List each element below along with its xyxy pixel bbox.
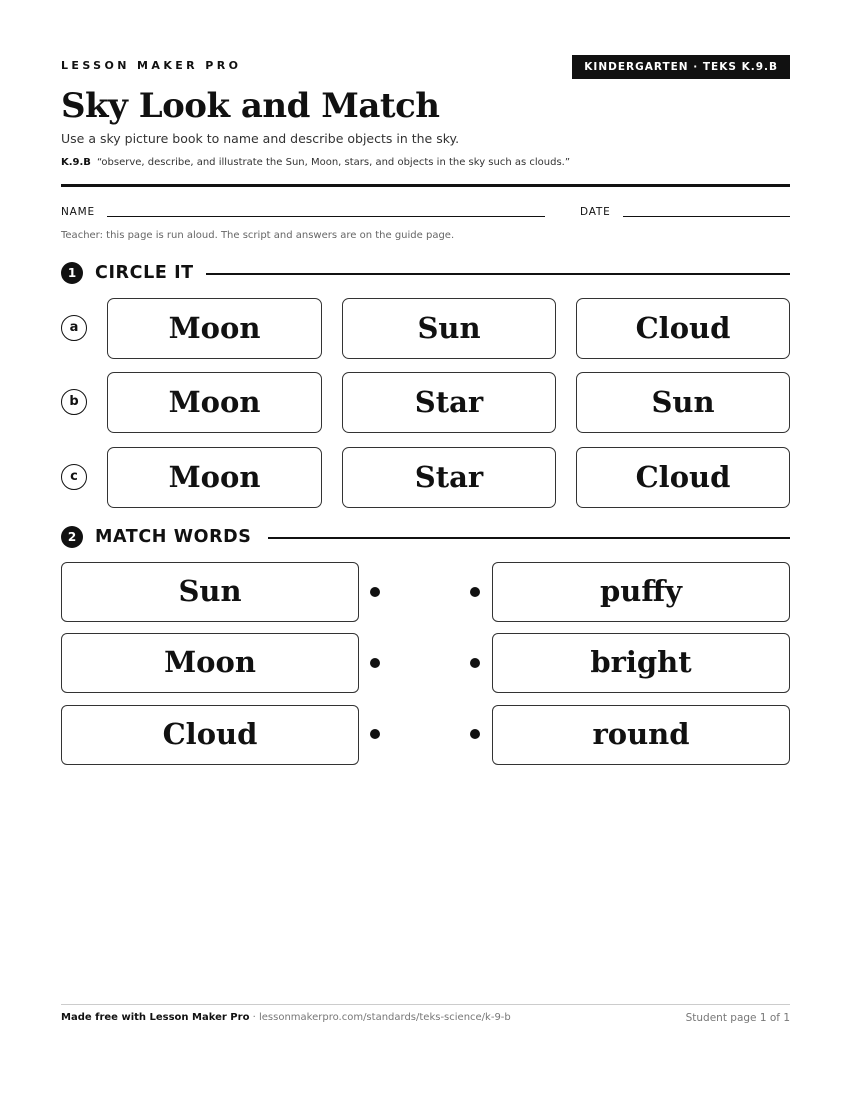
match-left-sun[interactable]: Sun — [61, 562, 359, 622]
match-left-cloud[interactable]: Cloud — [61, 705, 359, 765]
footer-url[interactable]: · lessonmakerpro.com/standards/teks-science/k-9-b — [249, 1012, 511, 1023]
word-choice-sun[interactable]: Sun — [576, 372, 790, 433]
date-label: DATE — [580, 206, 611, 218]
match-dot-left[interactable] — [370, 587, 380, 597]
match-dot-left[interactable] — [370, 729, 380, 739]
section-match-words-header — [61, 525, 790, 549]
section-rule — [201, 273, 790, 275]
footer-credit — [61, 1012, 511, 1023]
page-title: Sky Look and Match — [61, 86, 440, 126]
standard-line — [61, 157, 570, 168]
footer-page-number: Student page 1 of 1 — [685, 1012, 790, 1024]
section-title: MATCH WORDS — [95, 525, 264, 549]
section-circle-it-header — [61, 261, 790, 285]
row-letter-c: c — [61, 464, 87, 490]
name-label: NAME — [61, 206, 95, 218]
page-subtitle: Use a sky picture book to name and describe objects in the sky. — [61, 131, 460, 146]
match-left-moon[interactable]: Moon — [61, 633, 359, 693]
match-right-round[interactable]: round — [492, 705, 790, 765]
row-letter-b: b — [61, 389, 87, 415]
section-rule — [268, 537, 790, 539]
date-field[interactable] — [623, 216, 790, 217]
word-choice-sun[interactable]: Sun — [342, 298, 556, 359]
match-right-bright[interactable]: bright — [492, 633, 790, 693]
header-divider — [61, 184, 790, 187]
match-dot-left[interactable] — [370, 658, 380, 668]
name-field[interactable] — [107, 216, 545, 217]
brand-name: LESSON MAKER PRO — [61, 59, 242, 72]
row-letter-a: a — [61, 315, 87, 341]
section-title: CIRCLE IT — [95, 261, 206, 285]
word-choice-moon[interactable]: Moon — [107, 372, 322, 433]
section-number: 1 — [61, 262, 83, 284]
match-right-puffy[interactable]: puffy — [492, 562, 790, 622]
match-dot-right[interactable] — [470, 729, 480, 739]
footer-made-with: Made free with Lesson Maker Pro — [61, 1012, 250, 1023]
standard-text: “observe, describe, and illustrate the Sun, Moon, stars, and objects in the sky such as clouds.” — [96, 157, 571, 168]
word-choice-star[interactable]: Star — [342, 372, 556, 433]
match-dot-right[interactable] — [470, 658, 480, 668]
match-dot-right[interactable] — [470, 587, 480, 597]
word-choice-cloud[interactable]: Cloud — [576, 298, 790, 359]
grade-badge: KINDERGARTEN · TEKS K.9.B — [572, 55, 790, 79]
word-choice-cloud[interactable]: Cloud — [576, 447, 790, 508]
word-choice-moon[interactable]: Moon — [107, 447, 322, 508]
section-number: 2 — [61, 526, 83, 548]
footer-divider — [61, 1004, 790, 1005]
teacher-note: Teacher: this page is run aloud. The script and answers are on the guide page. — [61, 230, 455, 241]
worksheet-page — [61, 0, 790, 1100]
standard-code: K.9.B — [61, 157, 91, 168]
word-choice-moon[interactable]: Moon — [107, 298, 322, 359]
word-choice-star[interactable]: Star — [342, 447, 556, 508]
